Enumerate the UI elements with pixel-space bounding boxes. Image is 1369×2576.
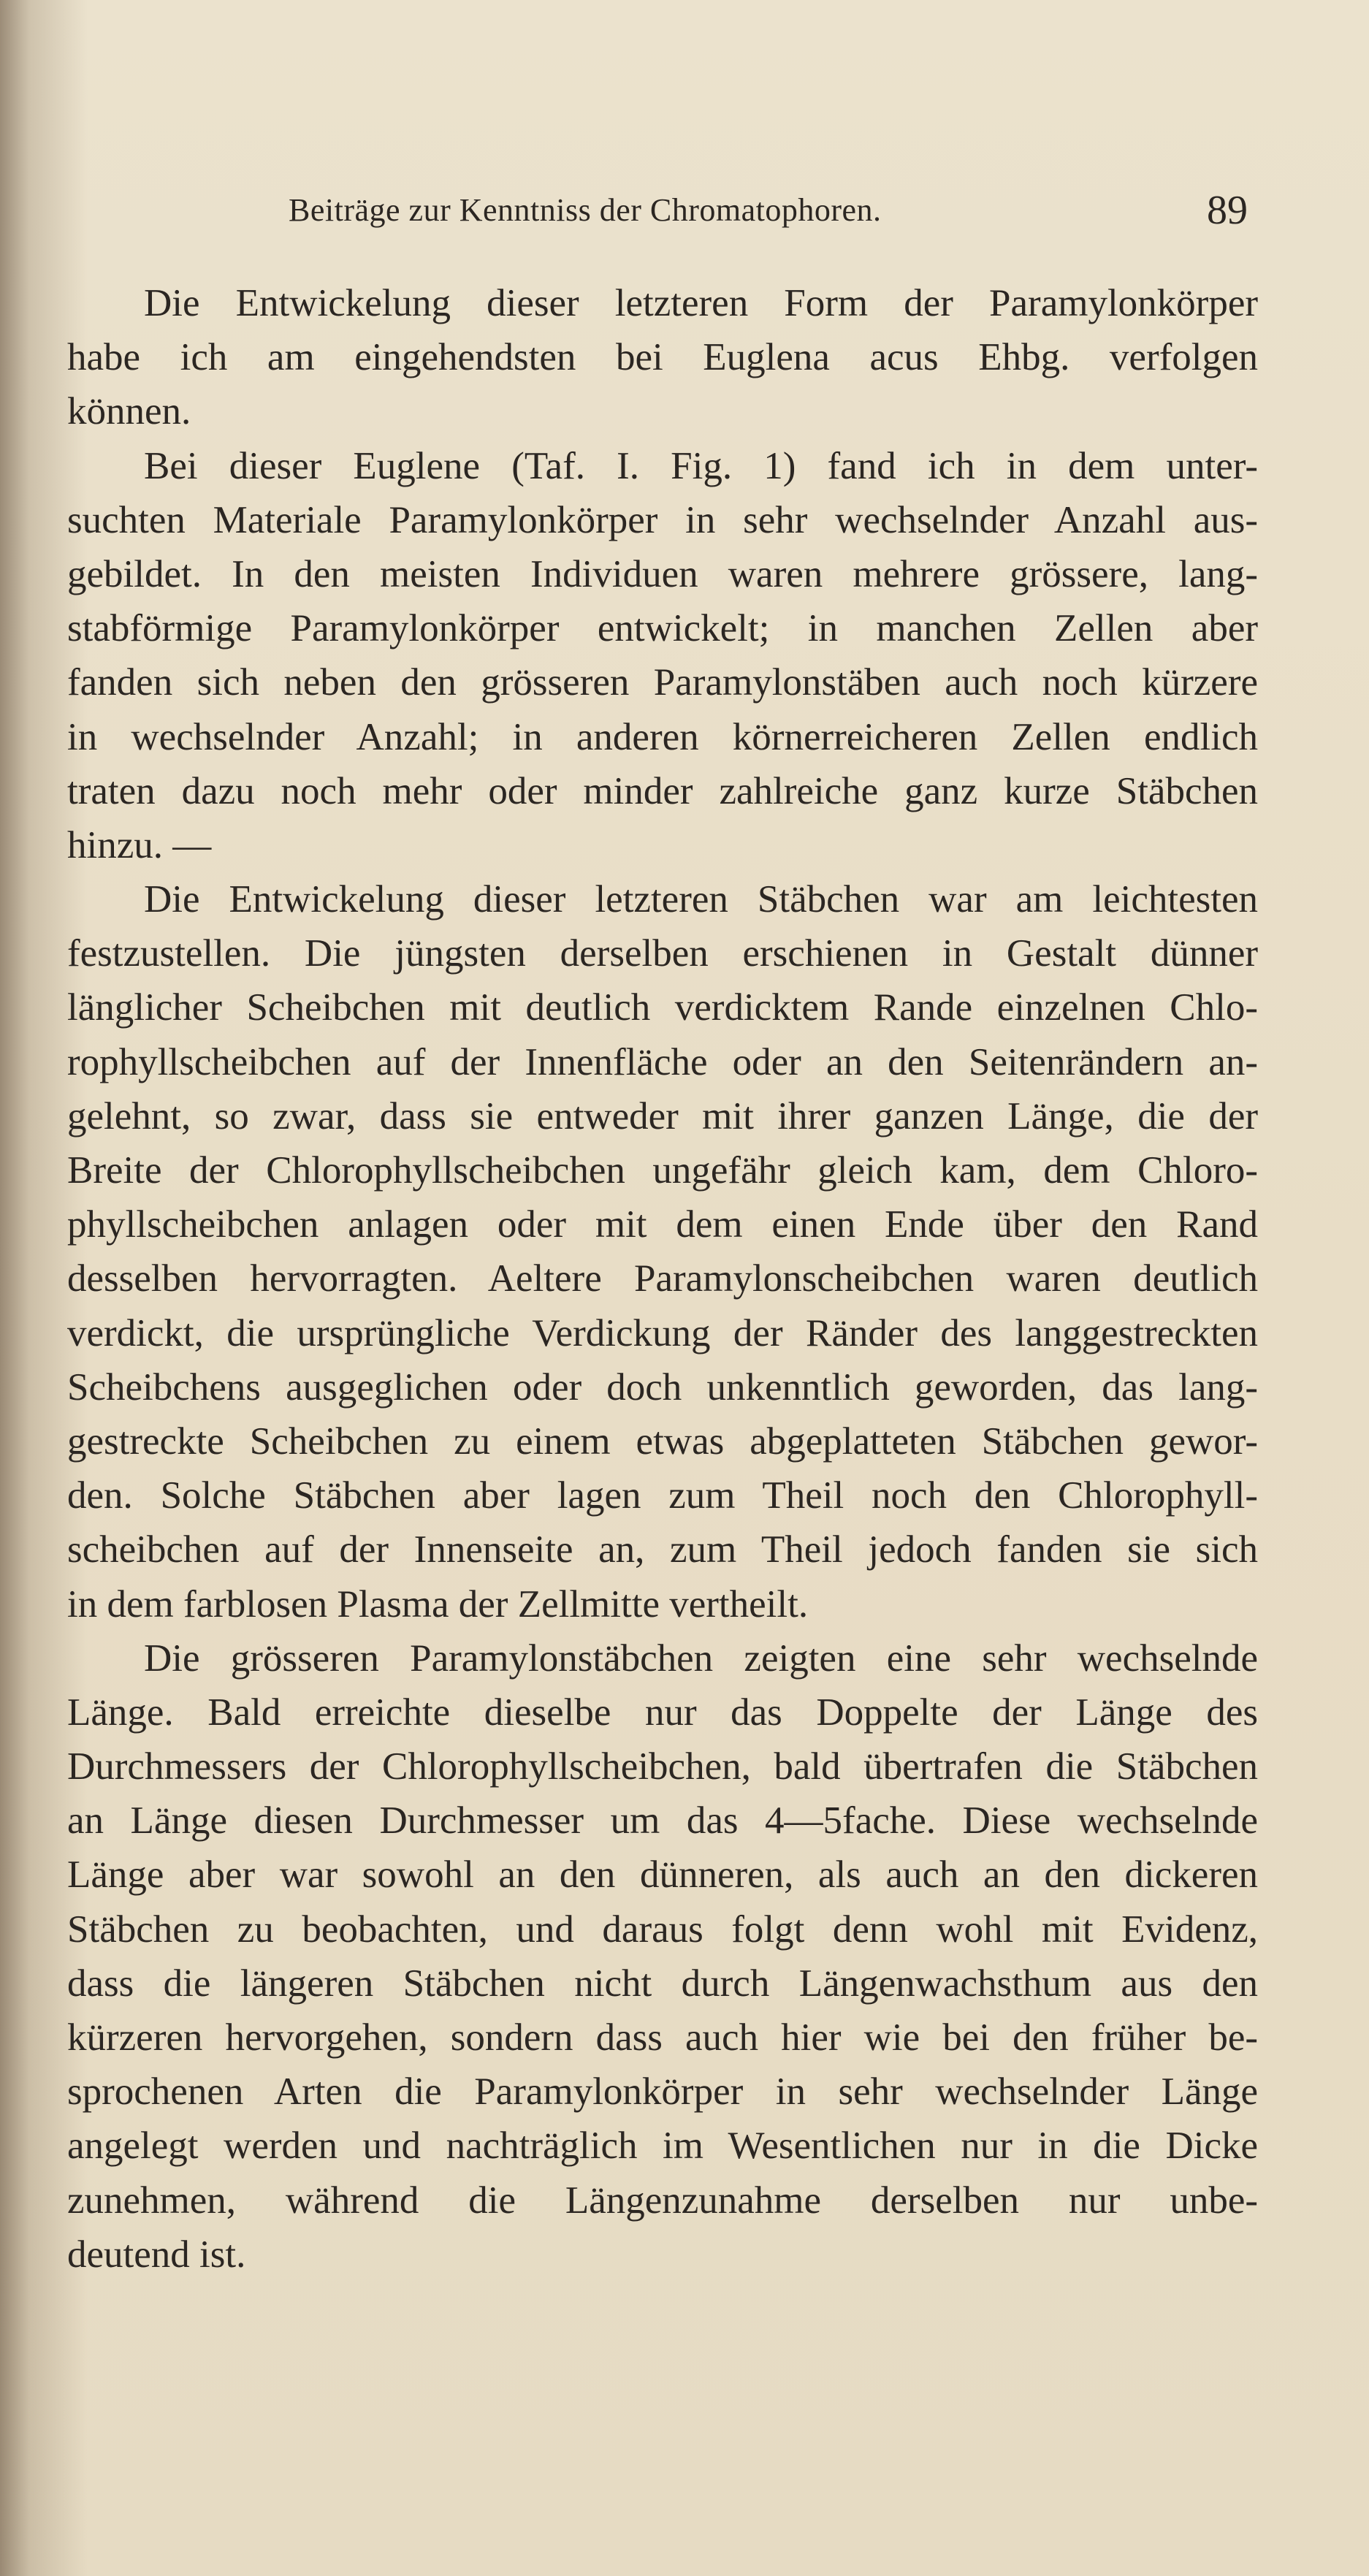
text-line: Bei dieser Euglene (Taf. I. Fig. 1) fand ich in dem unter- <box>144 444 1258 487</box>
text-line: Stäbchen zu beobachten, und daraus folgt denn wohl mit Evidenz, <box>67 1908 1258 1951</box>
text-line: suchten Materiale Paramylonkörper in sehr wechselnder Anzahl aus- <box>67 498 1258 541</box>
text-line: Länge. Bald erreichte dieselbe nur das Doppelte der Länge des <box>67 1691 1258 1734</box>
paragraph <box>67 439 1258 873</box>
text-line: zunehmen, während die Längenzunahme derselben nur unbe- <box>67 2179 1258 2222</box>
page-header <box>0 188 1369 250</box>
text-line: fanden sich neben den grösseren Paramylonstäben auch noch kürzere <box>67 661 1258 704</box>
text-line: an Länge diesen Durchmesser um das 4—5fache. Diese wechselnde <box>67 1799 1258 1843</box>
text-line: gestreckte Scheibchen zu einem etwas abgeplatteten Stäbchen gewor- <box>67 1420 1258 1463</box>
text-line: kürzeren hervorgehen, sondern dass auch hier wie bei den früher be- <box>67 2016 1258 2059</box>
body-text <box>67 276 1258 2282</box>
text-line: habe ich am eingehendsten bei Euglena acus Ehbg. verfolgen <box>67 336 1258 379</box>
text-line: sprochenen Arten die Paramylonkörper in sehr wechselnder Länge <box>67 2070 1258 2114</box>
text-line: Breite der Chlorophyllscheibchen ungefähr gleich kam, dem Chloro- <box>67 1149 1258 1192</box>
running-title: Beiträge zur Kenntniss der Chromatophoren. <box>289 192 882 228</box>
text-line: können. <box>67 390 191 433</box>
text-line: gelehnt, so zwar, dass sie entweder mit ihrer ganzen Länge, die der <box>67 1094 1258 1138</box>
text-line: traten dazu noch mehr oder minder zahlreiche ganz kurze Stäbchen <box>67 769 1258 812</box>
text-line: gebildet. In den meisten Individuen waren mehrere grössere, lang- <box>67 552 1258 595</box>
paragraph <box>67 1631 1258 2282</box>
paragraph <box>67 872 1258 1631</box>
text-line: dass die längeren Stäbchen nicht durch Längenwachsthum aus den <box>67 1962 1258 2005</box>
paragraph <box>67 276 1258 439</box>
text-line: angelegt werden und nachträglich im Wesentlichen nur in die Dicke <box>67 2125 1258 2168</box>
text-line: rophyllscheibchen auf der Innenfläche oder an den Seitenrändern an- <box>67 1040 1258 1083</box>
text-line: Die grösseren Paramylonstäbchen zeigten eine sehr wechselnde <box>144 1636 1258 1680</box>
text-line: hinzu. — <box>67 823 212 866</box>
text-line: länglicher Scheibchen mit deutlich verdicktem Rande einzelnen Chlo- <box>67 986 1258 1029</box>
text-line: festzustellen. Die jüngsten derselben erschienen in Gestalt dünner <box>67 932 1258 975</box>
text-line: in wechselnder Anzahl; in anderen körnerreicheren Zellen endlich <box>67 715 1258 758</box>
text-line: Länge aber war sowohl an den dünneren, als auch an den dickeren <box>67 1853 1258 1897</box>
text-line: phyllscheibchen anlagen oder mit dem einen Ende über den Rand <box>67 1203 1258 1246</box>
text-line: Durchmessers der Chlorophyllscheibchen, bald übertrafen die Stäbchen <box>67 1745 1258 1788</box>
text-line: verdickt, die ursprüngliche Verdickung der Ränder des langgestreckten <box>67 1311 1258 1354</box>
text-line: Scheibchens ausgeglichen oder doch unkenntlich geworden, das lang- <box>67 1365 1258 1409</box>
text-line: stabförmige Paramylonkörper entwickelt; in manchen Zellen aber <box>67 607 1258 650</box>
text-line: Die Entwickelung dieser letzteren Stäbchen war am leichtesten <box>144 878 1258 921</box>
text-line: scheibchen auf der Innenseite an, zum Theil jedoch fanden sie sich <box>67 1528 1258 1571</box>
text-line: deutend ist. <box>67 2233 246 2276</box>
text-line: den. Solche Stäbchen aber lagen zum Theil noch den Chlorophyll- <box>67 1474 1258 1517</box>
page-number: 89 <box>1207 188 1248 233</box>
text-line: Die Entwickelung dieser letzteren Form der Paramylonkörper <box>144 282 1258 324</box>
text-line: in dem farblosen Plasma der Zellmitte vertheilt. <box>67 1582 809 1626</box>
text-line: desselben hervorragten. Aeltere Paramylonscheibchen waren deutlich <box>67 1257 1258 1300</box>
